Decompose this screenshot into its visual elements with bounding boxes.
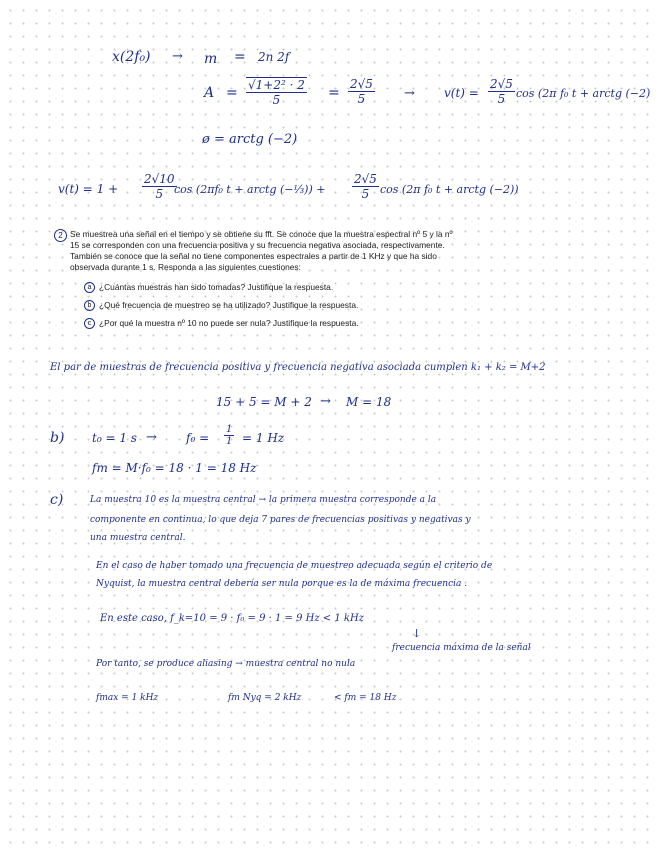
subquestion-c: ¿Por qué la muestra nº 10 no puede ser nula? Justifique la respuesta.: [99, 318, 359, 328]
hw-eq: =: [234, 49, 246, 65]
answer-b-t0: t₀ = 1 s: [92, 431, 137, 445]
question-line-2: 15 se corresponden con una frecuencia positiva y su frecuencia negativa asociada, respectivamente.: [70, 240, 445, 250]
arrow-right-icon: →: [146, 430, 157, 445]
answer-c-fmax: fmax = 1 kHz: [96, 693, 159, 703]
frac-den: 5: [497, 92, 506, 106]
frac-num: 2√5: [354, 172, 377, 186]
arrow-right-icon: →: [404, 86, 415, 101]
arrow-right-icon: →: [320, 394, 331, 409]
frac-num: 2√5: [490, 77, 513, 91]
frac-den: 1: [226, 436, 233, 447]
frac-num: 1: [226, 424, 233, 435]
answer-b-fm: fm = M·f₀ = 18 · 1 = 18 Hz: [92, 461, 257, 475]
answer-c-line-5: Nyquist, la muestra central debería ser nula porque es la de máxima frecuencia .: [96, 579, 468, 589]
hw-A: A: [204, 85, 215, 101]
hw-cos-term: cos (2π f₀ t + arctg (−2): [516, 87, 651, 100]
answer-c-label: c): [50, 492, 64, 508]
answer-a-line: El par de muestras de frecuencia positiva y frecuencia negativa asociada cumplen k₁ + k₂ = M+2: [50, 362, 546, 373]
down-arrow-icon: ↓: [412, 627, 422, 640]
answer-c-line-1: La muestra 10 es la muestra central → la primera muestra corresponde a la: [90, 495, 437, 505]
answer-a-equation: 15 + 5 = M + 2: [216, 395, 312, 409]
subquestion-a: ¿Cuántas muestras han sido tomadas? Justifique la respuesta.: [99, 282, 334, 292]
fraction-amplitude: [246, 77, 307, 107]
hw-cos-mid: cos (2πf₀ t + arctg (−¹⁄₃)) +: [174, 183, 326, 196]
answer-c-fm-actual: < fm = 18 Hz: [334, 693, 397, 703]
question-line-1: Se muestrea una señal en el tiempo y se obtiene su fft. Se conoce que la muestra espectral nº 5 y la nº: [70, 229, 453, 239]
answer-b-label: b): [50, 430, 65, 446]
answer-c-line-8: Por tanto, se produce aliasing → muestra central no nula: [96, 659, 356, 669]
frac-den: 5: [272, 93, 281, 107]
subquestion-b: ¿Qué frecuencia de muestreo se ha utilizado? Justifique la respuesta.: [99, 300, 359, 310]
fraction-1-over-1: [224, 424, 234, 447]
hw-vt-full: v(t) = 1 +: [58, 182, 119, 196]
answer-c-line-4: En el caso de haber tomado una frecuencia de muestreo adecuada según el criterio de: [96, 561, 493, 571]
answer-b-f0-result: = 1 Hz: [242, 431, 285, 445]
hw-phi: ø = arctg (−2): [202, 132, 298, 147]
hw-x-2f0: x(2f₀): [112, 49, 151, 65]
answer-c-line-2: componente en continua, lo que deja 7 pares de frecuencias positivas y negativas y: [90, 515, 471, 525]
fraction-2sqrt5-b: [488, 77, 515, 106]
frac-den: 5: [361, 187, 370, 201]
hw-eq-3: =: [328, 85, 340, 101]
answer-c-line-3: una muestra central.: [90, 533, 186, 543]
frac-den: 5: [155, 187, 164, 201]
frac-num: √1+2² · 2: [248, 78, 305, 92]
frac-num: 2√10: [144, 172, 175, 186]
arrow-right-icon: →: [172, 49, 183, 64]
frac-den: 5: [357, 92, 366, 106]
question-line-3: También se conoce que la señal no tiene componentes espectrales a partir de 1 KHz y que ha sido: [70, 251, 437, 261]
frac-num: 2√5: [350, 77, 373, 91]
subquestion-letter: a: [84, 282, 95, 293]
hw-vt: v(t) =: [444, 86, 479, 100]
answer-c-line-7: frecuencia máxima de la señal: [392, 643, 531, 653]
answer-c-line-6: En este caso, f_k=10 = 9 · f₀ = 9 · 1 = 9 Hz < 1 kHz: [100, 613, 364, 624]
answer-a-result: M = 18: [346, 395, 392, 409]
hw-eq-2: =: [226, 85, 238, 101]
question-line-4: observada durante 1 s. Responda a las siguientes cuestiones:: [70, 262, 301, 272]
fraction-2sqrt10: [142, 172, 177, 201]
hw-cos-tail: cos (2π f₀ t + arctg (−2)): [380, 183, 519, 196]
subquestion-letter: b: [84, 300, 95, 311]
answer-b-f0: f₀ =: [186, 431, 210, 445]
hw-m: m: [204, 51, 218, 67]
answer-c-fm-nyq: fm Nyq = 2 kHz: [228, 693, 302, 703]
subquestion-letter: c: [84, 318, 95, 329]
fraction-2sqrt5: [348, 77, 375, 106]
hw-2n2f: 2n 2f: [258, 50, 290, 64]
question-number-badge: 2: [54, 229, 67, 242]
fraction-2sqrt5-c: [352, 172, 379, 201]
